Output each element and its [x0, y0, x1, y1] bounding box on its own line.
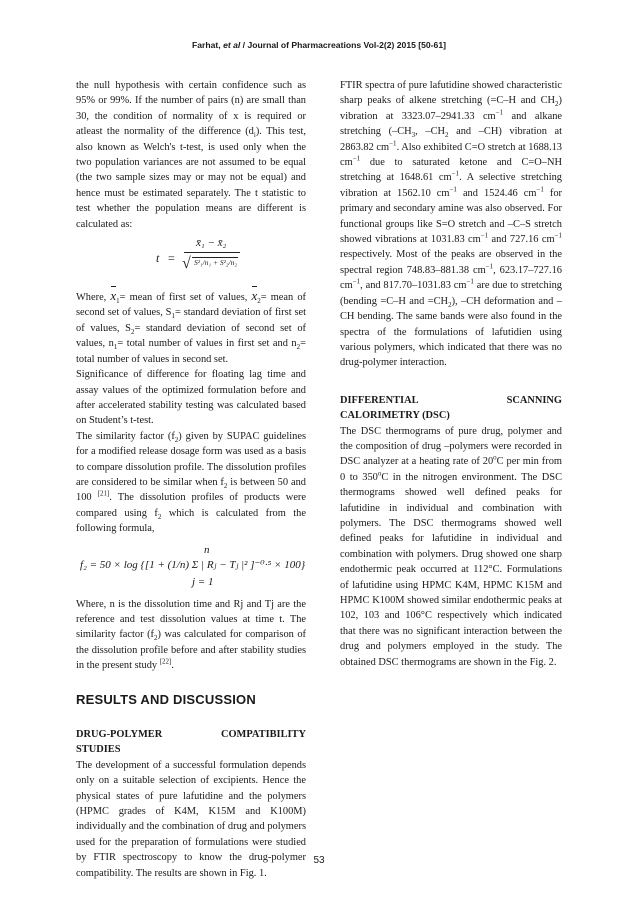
page-number: 53 [313, 855, 325, 866]
right-column [340, 78, 562, 670]
paragraph-significance: Significance of difference for floating lag time and assay values of the optimized formulation before and after accelerated stability testing was calculated based on Student’s t-test. [76, 369, 306, 427]
running-header [0, 40, 638, 50]
paragraph-dsc: The DSC thermograms of pure drug, polymer and the composition of drug –polymers were recorded in DSC analyzer at a heating rate of 20$^o$C per min from 0 to 350$^o$C in the nitrogen environment. The DSC thermograms showed well defined peaks for lafutidine in individual and combination with polymers. The DSC thermograms showed well defined peaks for lafutidine in individual and combination with polymers. Drug showed one sharp endothermic peak occurred at 112°C. Formulations of lafutidine using HPMC K4M, HPMC K15M and HPMC K100M showed similar endothermic peaks at 102, 103 and 106°C respectively which indicated that there was no significant interaction between the drug and polymers employed in the study. The obtained DSC thermograms are shown in the Fig. 2. [340, 425, 563, 668]
header-etal: et al [223, 40, 241, 50]
header-journal: / Journal of Pharmacreations Vol-2(2) 2015 [50-61] [242, 40, 446, 50]
paragraph-dissolution-where: Where, n is the dissolution time and Rj and Tj are the reference and test dissolution values at time t. The similarity factor $(f_2)$ was calculated for comparison of the dissolution profile before and after stability studies in the present study [22]. [76, 598, 307, 672]
paragraph-ftir: FTIR spectra of pure lafutidine showed characteristic sharp peaks of alkene stretching (=C–H and $CH_2$) vibration at 3323.07–2941.33 $cm^{-1}$ and alkane stretching ($-CH_3$, $-CH_2$ and –CH) vibration at 2863.82 $cm^{-1}$. Also exhibited C=O stretch at 1688.13 $cm^{-1}$ due to saturated ketone and C=O–NH stretching at 1648.61 $cm^{-1}$. A selective stretching vibration at 1562.10 $cm^{-1}$ and 1524.46 $cm^{-1}$ for primary and secondary amine was also observed. For functional groups like S=O stretch and –C–S stretch showed vibrations at 1031.83 $cm^{-1}$ and 727.16 $cm^{-1}$ respectively. Most of the peaks are observed in the spectral region 748.83–881.38 $cm^{-1}$, 623.17–727.16 $cm^{-1}$, and 817.70–1031.83 $cm^{-1}$ are due to stretching (bending =C–H and $=CH_2$), –CH deformation and –CH bending. The same bands were also found in the spectra of the formulations of lafutidien using various polymers, which indicated that there was no drug-polymer interaction. [340, 80, 563, 369]
subheading-studies: STUDIES [76, 744, 121, 756]
section-heading-results: RESULTS AND DISCUSSION [76, 691, 256, 707]
paragraph-null-hypothesis: the null hypothesis with certain confidence such as 95% or 99%. If the number of pairs (n) are small than 30, the condition of normality of x is required or atleast the normality of the difference $(d_i)$. This test, also known as Welch's t-test, is used only when the two population variances are not assumed to be equal (the two sample sizes may or may not be equal) and hence must be estimated separately. The t statistic to test whether the population means are different is calculated as: [76, 80, 306, 230]
subheading-calorimetry: CALORIMETRY (DSC) [340, 410, 450, 422]
header-author: Farhat, [192, 40, 221, 50]
left-column [76, 78, 306, 881]
paragraph-similarity-factor: The similarity factor $(f_2)$ given by SUPAC guidelines for a modified release dosage form was used as a basis to compare dissolution profile. The dissolution profiles are considered to be similar when $f_2$ is between 50 and 100 [21]. The dissolution profiles of products were compared using $f_2$ which is calculated from the following formula, [76, 430, 307, 535]
paragraph-development: The development of a successful formulation depends only on a suitable selection of excipients. Hence the physical states of pure lafutidine and the polymers (HPMC grades of K4M, K15M and K100M) individually and the combination of drug and polymers used for the preparation of formulations were studied by FTIR spectroscopy to know the drug-polymer compatibility. The results are shown in Fig. 1. [76, 759, 306, 879]
similarity-factor-formula: n f₂ = 50 × log {[1 + (1/n) Σ | Rⱼ − Tⱼ |² ]⁻⁰·⁵ × 100} j = 1 [80, 543, 306, 588]
paragraph-where-definitions: Where, $x_1=$ mean of first set of values, $x_2=$ mean of second set of values, $S_1=$ standard deviation of first set of values, $S_2=$ standard deviation of second set of values, $n_1=$ total number of values in first set and $n_2=$ total number of values in second set. [76, 288, 306, 365]
subheading-drug-polymer: DRUG-POLYMER COMPATIBILITY [76, 729, 306, 740]
subheading-dsc: DIFFERENTIAL SCANNING [340, 394, 562, 406]
t-statistic-formula: t = x̄₁ − x̄₂ √ S²₁/n₁ + S²₂/n₂ [76, 232, 306, 288]
